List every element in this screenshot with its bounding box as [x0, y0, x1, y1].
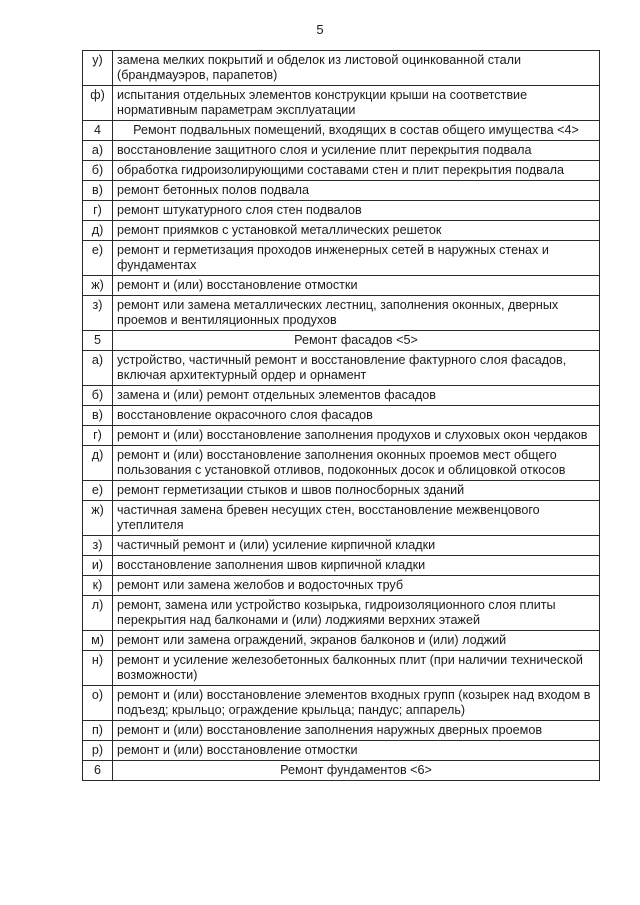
- table-row: [83, 426, 600, 446]
- table-row: [83, 651, 600, 686]
- row-index: е): [83, 481, 113, 501]
- work-description: ремонт штукатурного слоя стен подвалов: [113, 201, 600, 221]
- row-index: у): [83, 51, 113, 86]
- row-index: и): [83, 556, 113, 576]
- table-row: [83, 241, 600, 276]
- table-row: [83, 576, 600, 596]
- table-row: [83, 221, 600, 241]
- work-description: ремонт и (или) восстановление заполнения продухов и слуховых окон чердаков: [113, 426, 600, 446]
- row-index: в): [83, 406, 113, 426]
- table-row: [83, 201, 600, 221]
- row-index: з): [83, 536, 113, 556]
- row-index: ж): [83, 501, 113, 536]
- page-number: 5: [316, 22, 324, 37]
- work-description: восстановление заполнения швов кирпичной кладки: [113, 556, 600, 576]
- table-row: [83, 721, 600, 741]
- row-index: в): [83, 181, 113, 201]
- table-row: [83, 741, 600, 761]
- row-index: 6: [83, 761, 113, 781]
- work-description: ремонт, замена или устройство козырька, гидроизоляционного слоя плиты перекрытия над балконами и (или) лоджиями верхних этажей: [113, 596, 600, 631]
- work-description: ремонт и (или) восстановление заполнения наружных дверных проемов: [113, 721, 600, 741]
- table-row: [83, 406, 600, 426]
- section-title: Ремонт фундаментов <6>: [113, 761, 600, 781]
- table-body: [83, 51, 600, 781]
- row-index: а): [83, 141, 113, 161]
- work-description: замена и (или) ремонт отдельных элементов фасадов: [113, 386, 600, 406]
- table-row: [83, 536, 600, 556]
- work-description: ремонт бетонных полов подвала: [113, 181, 600, 201]
- work-description: частичная замена бревен несущих стен, восстановление межвенцового утеплителя: [113, 501, 600, 536]
- work-description: обработка гидроизолирующими составами стен и плит перекрытия подвала: [113, 161, 600, 181]
- table-row: [83, 596, 600, 631]
- table-row: [83, 446, 600, 481]
- row-index: б): [83, 386, 113, 406]
- work-description: ремонт и (или) восстановление заполнения оконных проемов мест общего пользования с установкой отливов, подоконных досок и облицовкой откосов: [113, 446, 600, 481]
- work-description: ремонт или замена ограждений, экранов балконов и (или) лоджий: [113, 631, 600, 651]
- row-index: г): [83, 426, 113, 446]
- table-row: [83, 141, 600, 161]
- section-title: Ремонт подвальных помещений, входящих в состав общего имущества <4>: [113, 121, 600, 141]
- work-description: восстановление защитного слоя и усиление плит перекрытия подвала: [113, 141, 600, 161]
- work-description: ремонт и (или) восстановление отмостки: [113, 276, 600, 296]
- row-index: 5: [83, 331, 113, 351]
- row-index: д): [83, 221, 113, 241]
- row-index: ф): [83, 86, 113, 121]
- work-description: ремонт или замена металлических лестниц, заполнения оконных, дверных проемов и вентиляционных продухов: [113, 296, 600, 331]
- table-row: [83, 631, 600, 651]
- table-row: [83, 161, 600, 181]
- table-row: [83, 501, 600, 536]
- section-heading-row: [83, 121, 600, 141]
- row-index: з): [83, 296, 113, 331]
- row-index: н): [83, 651, 113, 686]
- table-row: [83, 51, 600, 86]
- section-title: Ремонт фасадов <5>: [113, 331, 600, 351]
- work-description: ремонт и (или) восстановление элементов входных групп (козырек над входом в подъезд; крыльцо; ограждение крыльца; пандус; аппарель): [113, 686, 600, 721]
- work-description: ремонт и (или) восстановление отмостки: [113, 741, 600, 761]
- row-index: 4: [83, 121, 113, 141]
- table-row: [83, 351, 600, 386]
- table-row: [83, 386, 600, 406]
- row-index: м): [83, 631, 113, 651]
- work-description: частичный ремонт и (или) усиление кирпичной кладки: [113, 536, 600, 556]
- row-index: р): [83, 741, 113, 761]
- row-index: б): [83, 161, 113, 181]
- work-description: устройство, частичный ремонт и восстановление фактурного слоя фасадов, включая архитектурный ордер и орнамент: [113, 351, 600, 386]
- work-description: ремонт герметизации стыков и швов полносборных зданий: [113, 481, 600, 501]
- table-row: [83, 276, 600, 296]
- section-heading-row: [83, 761, 600, 781]
- work-description: ремонт и герметизация проходов инженерных сетей в наружных стенах и фундаментах: [113, 241, 600, 276]
- row-index: к): [83, 576, 113, 596]
- work-description: замена мелких покрытий и обделок из листовой оцинкованной стали (брандмауэров, парапетов): [113, 51, 600, 86]
- work-description: ремонт приямков с установкой металлических решеток: [113, 221, 600, 241]
- table-row: [83, 686, 600, 721]
- repair-works-table: [82, 50, 600, 781]
- table-row: [83, 181, 600, 201]
- work-description: ремонт и усиление железобетонных балконных плит (при наличии технической возможности): [113, 651, 600, 686]
- work-description: восстановление окрасочного слоя фасадов: [113, 406, 600, 426]
- row-index: а): [83, 351, 113, 386]
- row-index: л): [83, 596, 113, 631]
- table-row: [83, 556, 600, 576]
- row-index: г): [83, 201, 113, 221]
- row-index: о): [83, 686, 113, 721]
- row-index: е): [83, 241, 113, 276]
- row-index: ж): [83, 276, 113, 296]
- work-description: ремонт или замена желобов и водосточных труб: [113, 576, 600, 596]
- section-heading-row: [83, 331, 600, 351]
- row-index: п): [83, 721, 113, 741]
- work-description: испытания отдельных элементов конструкции крыши на соответствие нормативным параметрам эксплуатации: [113, 86, 600, 121]
- row-index: д): [83, 446, 113, 481]
- table-row: [83, 296, 600, 331]
- table-row: [83, 86, 600, 121]
- table-row: [83, 481, 600, 501]
